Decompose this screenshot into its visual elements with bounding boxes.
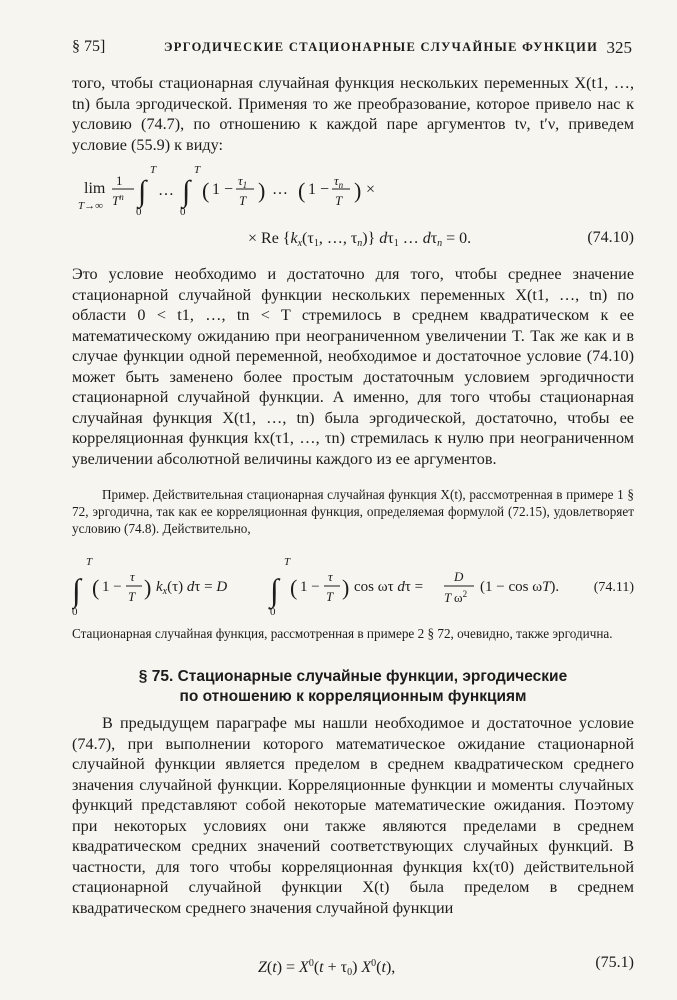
svg-text:(1 − cos ωT).: (1 − cos ωT). [480,579,560,595]
svg-text:(: ( [92,575,100,600]
equation-74-10-number: (74.10) [587,229,634,246]
svg-text:T: T [239,193,247,208]
svg-text:∫: ∫ [138,175,147,208]
svg-text:T: T [150,164,157,176]
svg-text:T: T [86,556,93,568]
paragraph-2-text: Это условие необходимо и достаточно для того, чтобы среднее значение стационарной случайной функции нескольких переменных X(t1, …, tn) по области 0 < t1, …, tn < T стремилось в среднем квадратическом к ее математическому ожиданию при неограниченном увеличении T. Так же как и в случае функции одной переменной, необходимое и достаточное условие (74.10) может быть заменено более простым достаточным условием эргодичности стационарной случайной функции. А именно, для того чтобы стационарная случайная функция X(t1, …, tn) была эргодической, достаточно, чтобы ее корреляционная функция kx(τ1, …, τn) стремилась к нулю при неограниченном увеличении абсолютной величины каждого из ее аргументов. [72,265,634,468]
svg-text:(: ( [290,575,298,600]
svg-text:0: 0 [72,606,78,618]
equation-74-11-formula [72,555,634,621]
svg-text:D: D [454,569,464,584]
paragraph-1-text: того, чтобы стационарная случайная функция нескольких переменных X(t1, …, tn) была эргодической. Применяя то же преобразование, которое привело нас к условию (74.7), по отношению к каждой паре аргументов tν, t′ν, приведем условие (55.9) к виду: [72,74,634,154]
svg-text:Tn: $T^n$ [112,192,124,208]
svg-text:τ: τ [328,569,333,584]
svg-text:1 −: 1 − [212,181,234,198]
svg-text:): ) [354,178,362,203]
svg-text:cos ωτ dτ =: cos ωτ dτ = [354,579,424,595]
svg-text:× Re {kx(τ1, …, τn)} dτ1 … dτn: × Re {kx(τ1, …, τn)} dτ1 … dτn = 0. [248,230,472,249]
section-heading-line-1: § 75. Стационарные случайные функции, эргодические [138,668,568,685]
svg-text:): ) [144,575,152,600]
paragraph-2 [72,264,634,469]
example-end-text: Стационарная случайная функция, рассмотренная в примере 2 § 72, очевидно, также эргодична. [72,626,613,641]
running-head [72,38,632,64]
svg-text:1 −: 1 − [300,579,320,595]
svg-text:Z(t) = X0(t + τ0) X0(t),: $Z(t) = X^0(t + \tau 0)$ $X^0(t)$, [258,958,396,978]
svg-text:∫: ∫ [270,572,279,608]
svg-text:lim: lim [84,180,106,197]
svg-text:1: 1 [116,173,123,188]
equation-74-10 [72,163,634,255]
paragraph-3 [72,713,634,918]
svg-text:…: … [272,181,288,198]
paragraph-1 [72,73,634,155]
equation-75-1-number: (75.1) [595,954,634,971]
example-text: Пример. Действительная стационарная случайная функция X(t), рассмотренная в примере 1 § 72, эргодична, так как ее корреляционная функция, определяемая формулой (72.15), удовлетворяет условию (74.8). Действительно, [72,487,634,536]
svg-text:T→∞: T→∞ [78,200,103,212]
svg-text:…: … [158,182,174,199]
equation-74-10-formula [72,163,634,255]
header-title: ЭРГОДИЧЕСКИЕ СТАЦИОНАРНЫЕ СЛУЧАЙНЫЕ ФУНКЦИИ [164,40,599,54]
svg-text:): ) [258,178,266,203]
equation-74-11 [72,555,634,621]
equation-75-1 [72,950,634,980]
svg-text:T: T [335,193,343,208]
svg-text:T: T [326,589,334,604]
paragraph-3-text: В предыдущем параграфе мы нашли необходимое и достаточное условие (74.7), при выполнении которого математическое ожидание стационарной случайной функции является пределом в среднем квадратическом среднего значения случайной функции. Корреляционные функции и моменты случайных функций представляют собой некоторые математические ожидания. Поэтому при некоторых условиях они также являются пределами в среднем квадратическом средних значений соответствующих случайных функций. В частности, для того чтобы корреляционная функция kx(τ0) действительной стационарной случайной функции X(t) была пределом в среднем квадратическом среднего значения случайной функции [72,714,634,917]
section-heading [72,667,634,707]
example-end-block [72,626,634,643]
svg-text:kx(τ) dτ = D: $k_x(\tau) d\tau = D$ [156,579,228,597]
svg-text:T: T [128,589,136,604]
svg-text:T: T [444,590,452,605]
equation-75-1-formula [72,950,634,980]
svg-text:1 −: 1 − [308,181,330,198]
svg-text:τ: τ [130,569,135,584]
svg-text:τn: $\tau_n$ [334,173,344,190]
svg-text:1 −: 1 − [102,579,122,595]
svg-text:ω2: $\omega^2$ [454,589,468,605]
svg-text:τ1: $\tau_1$ [238,173,248,190]
page-number: 325 [606,38,632,57]
header-section: § 75] [72,38,106,55]
svg-text:T: T [284,556,291,568]
svg-text:∫: ∫ [72,572,81,608]
svg-text:T: T [194,164,201,176]
svg-text:(: ( [202,178,210,203]
svg-text:(: ( [298,178,306,203]
equation-74-11-number: (74.11) [593,580,634,595]
svg-text:×: × [366,181,376,198]
svg-text:0: 0 [180,206,186,218]
section-heading-line-2: по отношению к корреляционным функциям [179,688,527,705]
svg-text:0: 0 [270,606,276,618]
svg-text:0: 0 [136,206,142,218]
example-block [72,487,634,537]
svg-text:): ) [342,575,350,600]
svg-text:∫: ∫ [182,175,191,208]
